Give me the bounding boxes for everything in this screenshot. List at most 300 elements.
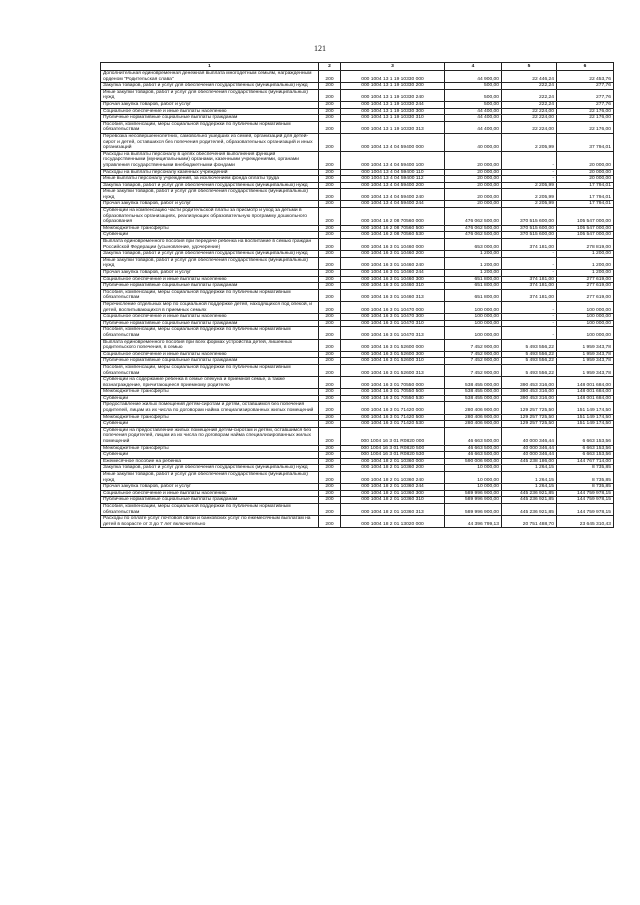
row-unexecuted-amount: 1 959 343,78 [557,339,614,351]
row-executed-amount: 222,24 [502,89,557,101]
row-executed-amount: - [502,257,557,269]
row-approved-amount: 44 400,00 [445,115,502,122]
row-executed-amount: 445 236 921,85 [502,497,557,504]
row-unexecuted-amount: 1 200,00 [557,251,614,258]
row-budget-code: 000 1004 13 1 19 10330 240 [341,89,445,101]
table-row [101,101,614,108]
row-name: Публичные нормативные социальные выплаты гражданам [101,497,319,504]
table-row [101,201,614,208]
row-line-code: 200 [319,182,341,189]
row-line-code: 200 [319,320,341,327]
row-unexecuted-amount: 148 001 684,00 [557,395,614,402]
row-executed-amount: 222,24 [502,101,557,108]
table-row [101,189,614,201]
row-budget-code: 000 1004 13 1 19 10330 244 [341,101,445,108]
row-approved-amount: 500,00 [445,83,502,90]
row-approved-amount: 476 062 500,00 [445,225,502,232]
row-unexecuted-amount: 1 959 343,78 [557,358,614,365]
table-row [101,83,614,90]
row-name: Иные закупки товаров, работ и услуг для обеспечения государственных (муниципальных) нужд [101,189,319,201]
column-header: 1 [101,63,319,71]
row-name: Публичные нормативные социальные выплаты гражданам [101,320,319,327]
row-approved-amount: 589 996 900,00 [445,497,502,504]
row-name: Расходы по оплате услуг почтовой связи и банковских услуг по ежемесячным выплатам на детей в возрасте от 3 до 7 лет включительно [101,516,319,528]
row-name: Перечисление отдельных мер по социальной поддержке детей, находящихся под опекой, и детей, воспитывающихся в приемных семьях [101,301,319,313]
row-unexecuted-amount: 105 547 000,00 [557,208,614,226]
row-budget-code: 000 1004 13 4 04 59400 112 [341,176,445,183]
table-row [101,151,614,169]
row-line-code: 200 [319,414,341,421]
row-line-code: 200 [319,427,341,445]
column-header: 3 [341,63,445,71]
row-name: Межбюджетные трансферты [101,414,319,421]
row-unexecuted-amount: 105 547 000,00 [557,232,614,239]
row-line-code: 200 [319,189,341,201]
table-row [101,115,614,122]
table-row [101,364,614,376]
row-name: Пособия, компенсации, меры социальной поддержки по публичным нормативным обязательствам [101,327,319,339]
row-budget-code: 000 1004 18 2 01 10360 300 [341,490,445,497]
table-row [101,320,614,327]
row-name: Прочая закупка товаров, работ и услуг [101,201,319,208]
row-name: Пособия, компенсации, меры социальной поддержки по публичным нормативным обязательствам [101,289,319,301]
row-budget-code: 000 1004 13 4 04 59400 100 [341,151,445,169]
row-executed-amount: 5 493 556,22 [502,364,557,376]
table-row [101,351,614,358]
row-executed-amount: 129 257 725,50 [502,402,557,414]
row-name: Социальное обеспечение и иные выплаты населению [101,108,319,115]
row-unexecuted-amount: 8 735,85 [557,472,614,484]
row-approved-amount: 44 900,00 [445,71,502,83]
row-line-code: 200 [319,89,341,101]
page-number: 121 [314,44,326,53]
row-line-code: 200 [319,257,341,269]
row-budget-code: 000 1004 16 3 01 52600 313 [341,364,445,376]
row-unexecuted-amount: 100 000,00 [557,327,614,339]
row-unexecuted-amount: 20 000,00 [557,169,614,176]
row-name: Расходы на выплаты персоналу в целях обеспечения выполнения функций государственными (муниципальными) органами, казенными учреждениями, органами управления государственными внебюджетными фондами [101,151,319,169]
table-row [101,497,614,504]
row-name: Иные закупки товаров, работ и услуг для обеспечения государственных (муниципальных) нужд [101,472,319,484]
row-name: Ежемесячное пособие на ребенка [101,458,319,465]
row-executed-amount: 374 181,00 [502,276,557,283]
row-budget-code: 000 1004 13 4 04 59400 240 [341,189,445,201]
row-approved-amount: 589 996 900,00 [445,503,502,515]
row-budget-code: 000 1004 16 3 01 R0820 000 [341,427,445,445]
row-name: Пособия, компенсации, меры социальной поддержки по публичным нормативным обязательствам [101,364,319,376]
row-unexecuted-amount: 100 000,00 [557,301,614,313]
row-budget-code: 000 1004 13 1 19 10330 000 [341,71,445,83]
row-line-code: 200 [319,176,341,183]
row-approved-amount: 20 000,00 [445,182,502,189]
row-budget-code: 000 1004 16 2 08 70560 530 [341,232,445,239]
row-name: Публичные нормативные социальные выплаты гражданам [101,115,319,122]
row-unexecuted-amount: 277 619,00 [557,276,614,283]
table-row [101,427,614,445]
row-line-code: 200 [319,201,341,208]
row-budget-code: 000 1004 16 3 01 10460 313 [341,289,445,301]
row-unexecuted-amount: 144 759 978,15 [557,503,614,515]
row-line-code: 200 [319,377,341,389]
table-body [101,71,614,528]
table-row [101,169,614,176]
row-line-code: 200 [319,225,341,232]
row-unexecuted-amount: 17 794,01 [557,201,614,208]
row-name: Межбюджетные трансферты [101,445,319,452]
row-budget-code: 000 1004 16 3 01 10460 310 [341,283,445,290]
row-line-code: 200 [319,389,341,396]
row-unexecuted-amount: 17 794,01 [557,182,614,189]
table-row [101,452,614,459]
row-line-code: 200 [319,71,341,83]
row-line-code: 200 [319,276,341,283]
row-approved-amount: 10 000,00 [445,472,502,484]
row-name: Выплата единовременного пособия при всех формах устройства детей, лишенных родительского попечения, в семью [101,339,319,351]
row-unexecuted-amount: 277 619,00 [557,289,614,301]
row-executed-amount: - [502,314,557,321]
row-name: Прочая закупка товаров, работ и услуг [101,270,319,277]
row-line-code: 200 [319,472,341,484]
row-executed-amount: 2 205,99 [502,189,557,201]
row-line-code: 200 [319,83,341,90]
row-line-code: 200 [319,364,341,376]
row-line-code: 200 [319,402,341,414]
row-unexecuted-amount: 6 663 153,56 [557,445,614,452]
row-approved-amount: 538 455 000,00 [445,389,502,396]
row-name: Выплата единовременного пособия при передаче ребенка на воспитание в семью граждан Российской Федерации (усыновление, удочерение) [101,239,319,251]
row-line-code: 200 [319,465,341,472]
row-approved-amount: 44 400,00 [445,108,502,115]
row-line-code: 200 [319,516,341,528]
row-budget-code: 000 1004 18 2 01 10360 240 [341,472,445,484]
row-name: Субвенции на предоставление жилых помещений детям-сиротам и детям, оставшимся без попечения родителей, лицам из их числа по договорам найма специализированных жилых помещений [101,427,319,445]
table-row [101,283,614,290]
row-line-code: 200 [319,239,341,251]
row-executed-amount: 445 238 186,00 [502,458,557,465]
table-row [101,276,614,283]
row-budget-code: 000 1004 16 3 01 10470 300 [341,314,445,321]
row-approved-amount: 651 800,00 [445,289,502,301]
row-line-code: 200 [319,351,341,358]
table-row [101,108,614,115]
row-budget-code: 000 1004 16 2 08 70560 500 [341,225,445,232]
row-executed-amount: - [502,251,557,258]
row-unexecuted-amount: 1 200,00 [557,257,614,269]
row-executed-amount: 5 493 556,22 [502,339,557,351]
row-executed-amount: 40 000 346,44 [502,445,557,452]
row-approved-amount: 20 000,00 [445,189,502,201]
row-name: Закупка товаров, работ и услуг для обеспечения государственных (муниципальных) нужд [101,465,319,472]
row-name: Публичные нормативные социальные выплаты гражданам [101,283,319,290]
row-name: Закупка товаров, работ и услуг для обеспечения государственных (муниципальных) нужд [101,182,319,189]
row-approved-amount: 590 006 900,00 [445,458,502,465]
row-name: Субвенции [101,452,319,459]
row-line-code: 200 [319,503,341,515]
row-budget-code: 000 1004 13 1 19 10330 300 [341,108,445,115]
row-budget-code: 000 1004 18 2 01 13020 000 [341,516,445,528]
row-executed-amount: 22 446,24 [502,71,557,83]
row-name: Публичные нормативные социальные выплаты гражданам [101,358,319,365]
row-name: Социальное обеспечение и иные выплаты населению [101,314,319,321]
row-executed-amount: 374 181,00 [502,283,557,290]
table-row [101,232,614,239]
row-line-code: 200 [319,395,341,402]
row-unexecuted-amount: 277 619,00 [557,283,614,290]
row-unexecuted-amount: 1 200,00 [557,270,614,277]
row-budget-code: 000 1004 16 3 01 R0820 530 [341,452,445,459]
row-approved-amount: 7 452 900,00 [445,351,502,358]
row-budget-code: 000 1004 16 3 01 10470 313 [341,327,445,339]
row-line-code: 200 [319,151,341,169]
row-unexecuted-amount: 148 001 684,00 [557,377,614,389]
row-executed-amount: 1 264,15 [502,484,557,491]
row-line-code: 200 [319,270,341,277]
row-executed-amount: 390 453 316,00 [502,377,557,389]
row-line-code: 200 [319,289,341,301]
row-name: Иные закупки товаров, работ и услуг для обеспечения государственных (муниципальных) нужд [101,89,319,101]
row-line-code: 200 [319,445,341,452]
row-name: Субвенции на компенсацию части родительской платы за присмотр и уход за детьми в образовательных организациях, реализующих образовательную программу дошкольного образования [101,208,319,226]
row-name: Субвенции [101,421,319,428]
row-executed-amount: 22 224,00 [502,121,557,133]
row-approved-amount: 100 000,00 [445,327,502,339]
row-budget-code: 000 1004 18 2 01 10360 200 [341,465,445,472]
row-line-code: 200 [319,108,341,115]
row-unexecuted-amount: 151 149 174,50 [557,414,614,421]
row-approved-amount: 476 062 500,00 [445,208,502,226]
table-row [101,402,614,414]
row-name: Социальное обеспечение и иные выплаты населению [101,351,319,358]
row-executed-amount: 222,24 [502,83,557,90]
row-approved-amount: 20 000,00 [445,201,502,208]
row-unexecuted-amount: 278 819,00 [557,239,614,251]
row-line-code: 200 [319,458,341,465]
row-unexecuted-amount: 1 959 343,78 [557,351,614,358]
row-budget-code: 000 1004 16 3 01 10460 200 [341,251,445,258]
row-budget-code: 000 1004 16 3 01 71420 530 [341,421,445,428]
table-row [101,458,614,465]
row-unexecuted-amount: 144 767 714,00 [557,458,614,465]
row-executed-amount: 2 205,99 [502,201,557,208]
row-budget-code: 000 1004 13 4 04 59400 000 [341,133,445,151]
table-row [101,176,614,183]
row-name: Межбюджетные трансферты [101,389,319,396]
row-executed-amount: 22 224,00 [502,115,557,122]
row-unexecuted-amount: 20 000,00 [557,151,614,169]
table-row [101,71,614,83]
row-approved-amount: 538 455 000,00 [445,395,502,402]
row-unexecuted-amount: 17 794,01 [557,189,614,201]
row-name: Дополнительная единовременная денежная выплата многодетным семьям, награжденным орденом "Родительская слава" [101,71,319,83]
table-row [101,472,614,484]
row-approved-amount: 1 200,00 [445,257,502,269]
row-line-code: 200 [319,283,341,290]
row-unexecuted-amount: 22 176,00 [557,108,614,115]
row-unexecuted-amount: 151 149 174,50 [557,402,614,414]
row-unexecuted-amount: 105 547 000,00 [557,225,614,232]
row-approved-amount: 651 800,00 [445,276,502,283]
row-executed-amount: - [502,320,557,327]
row-budget-code: 000 1004 13 4 04 59400 200 [341,182,445,189]
row-name: Расходы на выплаты персоналу казенных учреждений [101,169,319,176]
row-name: Закупка товаров, работ и услуг для обеспечения государственных (муниципальных) нужд [101,251,319,258]
table-row [101,389,614,396]
row-name: Пособия, компенсации, меры социальной поддержки по публичным нормативным обязательствам [101,121,319,133]
table-row [101,377,614,389]
row-approved-amount: 7 452 900,00 [445,364,502,376]
row-unexecuted-amount: 144 759 978,15 [557,490,614,497]
row-executed-amount: - [502,169,557,176]
row-line-code: 200 [319,101,341,108]
table-row [101,314,614,321]
row-unexecuted-amount: 6 663 153,56 [557,427,614,445]
table-row [101,421,614,428]
row-approved-amount: 10 000,00 [445,484,502,491]
table-row [101,133,614,151]
table-header [101,63,614,71]
row-approved-amount: 500,00 [445,101,502,108]
row-name: Прочая закупка товаров, работ и услуг [101,484,319,491]
row-name: Перевозка несовершеннолетних, самовольно ушедших из семей, организаций для детей-сирот и детей, оставшихся без попечения родителей, образовательных организаций и иных организаций [101,133,319,151]
row-name: Иные закупки товаров, работ и услуг для обеспечения государственных (муниципальных) нужд [101,257,319,269]
row-budget-code: 000 1004 16 3 01 10460 244 [341,270,445,277]
row-unexecuted-amount: 8 735,85 [557,465,614,472]
row-line-code: 200 [319,121,341,133]
row-name: Пособия, компенсации, меры социальной поддержки по публичным нормативным обязательствам [101,503,319,515]
row-budget-code: 000 1004 16 3 01 R0820 500 [341,445,445,452]
row-budget-code: 000 1004 16 3 01 52600 300 [341,351,445,358]
row-unexecuted-amount: 37 794,01 [557,133,614,151]
row-unexecuted-amount: 277,76 [557,83,614,90]
row-executed-amount: - [502,151,557,169]
row-line-code: 200 [319,358,341,365]
row-name: Прочая закупка товаров, работ и услуг [101,101,319,108]
row-executed-amount: 370 515 600,00 [502,208,557,226]
row-budget-code: 000 1004 16 3 01 10460 240 [341,257,445,269]
row-budget-code: 000 1004 16 2 08 70560 000 [341,208,445,226]
row-executed-amount: 129 257 725,50 [502,421,557,428]
row-executed-amount: 370 515 600,00 [502,225,557,232]
table-row [101,208,614,226]
row-approved-amount: 280 406 900,00 [445,421,502,428]
row-approved-amount: 10 000,00 [445,465,502,472]
table-row [101,289,614,301]
row-executed-amount: 370 515 600,00 [502,232,557,239]
row-name: Социальное обеспечение и иные выплаты населению [101,276,319,283]
row-line-code: 200 [319,327,341,339]
row-executed-amount: 20 751 488,70 [502,516,557,528]
row-line-code: 200 [319,208,341,226]
row-unexecuted-amount: 148 001 684,00 [557,389,614,396]
row-executed-amount: 374 181,00 [502,289,557,301]
row-executed-amount: 2 205,99 [502,133,557,151]
row-budget-code: 000 1004 16 3 01 10460 300 [341,276,445,283]
table-row [101,465,614,472]
row-name: Иные выплаты персоналу учреждений, за исключением фонда оплаты труда [101,176,319,183]
row-approved-amount: 476 062 500,00 [445,232,502,239]
row-approved-amount: 589 996 900,00 [445,490,502,497]
row-executed-amount: 445 236 921,85 [502,490,557,497]
row-name: Социальное обеспечение и иные выплаты населению [101,490,319,497]
row-approved-amount: 653 000,00 [445,239,502,251]
column-header: 6 [557,63,614,71]
row-unexecuted-amount: 100 000,00 [557,320,614,327]
row-unexecuted-amount: 23 645 310,43 [557,516,614,528]
row-executed-amount: 445 236 921,85 [502,503,557,515]
row-line-code: 200 [319,232,341,239]
row-line-code: 200 [319,452,341,459]
row-executed-amount: - [502,327,557,339]
row-approved-amount: 40 000,00 [445,133,502,151]
row-budget-code: 000 1004 16 3 01 10470 000 [341,301,445,313]
row-approved-amount: 20 000,00 [445,176,502,183]
row-budget-code: 000 1004 16 3 01 52600 310 [341,358,445,365]
budget-table [100,62,614,528]
row-executed-amount: 1 264,15 [502,472,557,484]
row-unexecuted-amount: 20 000,00 [557,176,614,183]
table-row [101,414,614,421]
row-approved-amount: 100 000,00 [445,320,502,327]
row-unexecuted-amount: 277,76 [557,101,614,108]
row-approved-amount: 20 000,00 [445,169,502,176]
row-line-code: 200 [319,490,341,497]
row-budget-code: 000 1004 16 3 01 70550 000 [341,377,445,389]
row-line-code: 200 [319,339,341,351]
row-name: Закупка товаров, работ и услуг для обеспечения государственных (муниципальных) нужд [101,83,319,90]
row-name: Предоставление жилых помещений детям-сиротам и детям, оставшимся без попечения родителей, лицам из их числа по договорам найма специализированных жилых помещений [101,402,319,414]
row-line-code: 200 [319,115,341,122]
row-budget-code: 000 1004 16 3 01 10470 310 [341,320,445,327]
row-approved-amount: 44 400,00 [445,121,502,133]
row-name: Субвенции [101,232,319,239]
row-executed-amount: - [502,301,557,313]
row-budget-code: 000 1004 18 2 01 10360 313 [341,503,445,515]
column-header: 2 [319,63,341,71]
table-row [101,225,614,232]
row-line-code: 200 [319,133,341,151]
row-approved-amount: 20 000,00 [445,151,502,169]
table-row [101,327,614,339]
row-line-code: 200 [319,484,341,491]
row-budget-code: 000 1004 16 3 01 10460 000 [341,239,445,251]
column-header: 5 [502,63,557,71]
row-approved-amount: 44 396 799,13 [445,516,502,528]
table-row [101,490,614,497]
row-budget-code: 000 1004 16 3 01 70550 530 [341,395,445,402]
row-approved-amount: 46 663 500,00 [445,452,502,459]
row-executed-amount: 22 224,00 [502,108,557,115]
row-budget-code: 000 1004 13 1 19 10330 313 [341,121,445,133]
row-executed-amount: 129 257 725,50 [502,414,557,421]
row-executed-amount: - [502,270,557,277]
table-row [101,182,614,189]
row-approved-amount: 46 663 500,00 [445,427,502,445]
row-unexecuted-amount: 8 735,85 [557,484,614,491]
row-executed-amount: 1 264,15 [502,465,557,472]
row-approved-amount: 280 406 900,00 [445,402,502,414]
table-row [101,121,614,133]
row-executed-amount: 5 493 556,22 [502,358,557,365]
row-unexecuted-amount: 22 453,76 [557,71,614,83]
row-unexecuted-amount: 6 663 153,56 [557,452,614,459]
table-row [101,484,614,491]
row-approved-amount: 500,00 [445,89,502,101]
row-name: Межбюджетные трансферты [101,225,319,232]
row-budget-code: 000 1004 18 2 01 10360 310 [341,497,445,504]
row-name: Субвенции [101,395,319,402]
row-budget-code: 000 1004 13 4 04 59400 110 [341,169,445,176]
row-executed-amount: 2 205,99 [502,182,557,189]
